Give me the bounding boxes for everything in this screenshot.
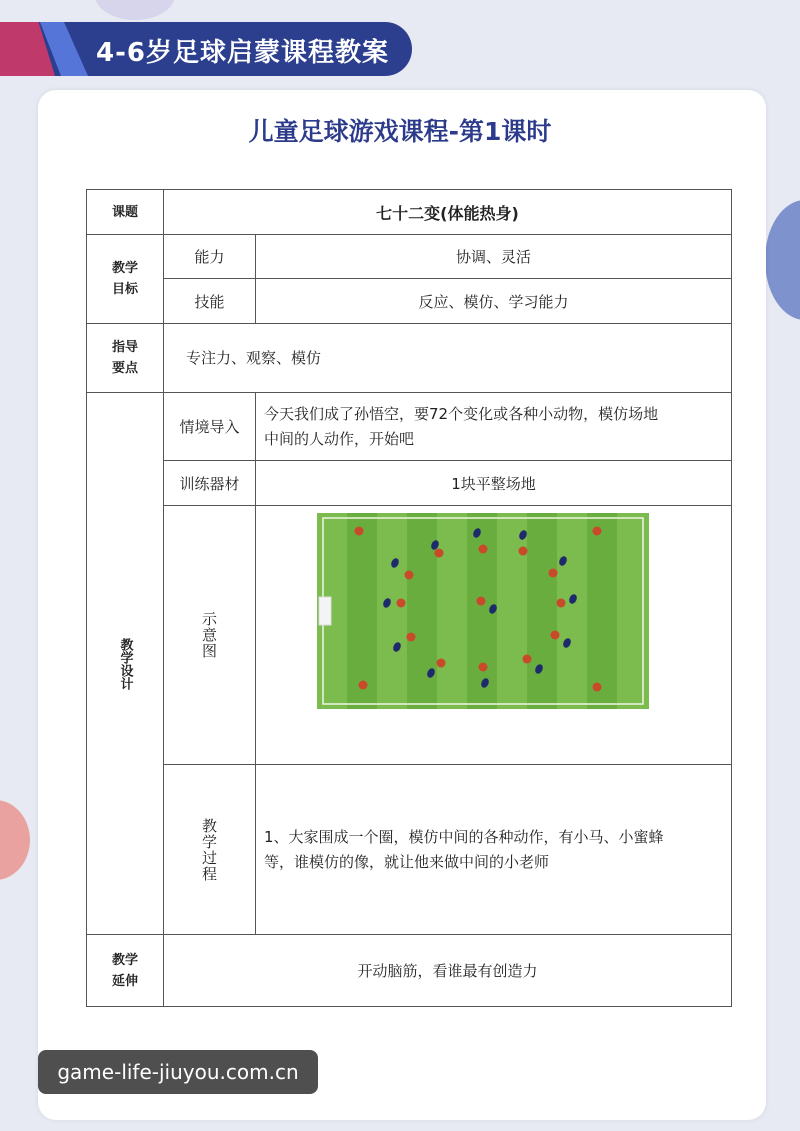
extension-label (87, 935, 164, 1007)
header-title: 4-6岁足球启蒙课程教案 (96, 38, 389, 68)
intro-label: 情境导入 (164, 393, 256, 461)
ball-marker (523, 655, 532, 664)
document-title: 儿童足球游戏课程-第1课时 (248, 117, 552, 146)
ball-marker (437, 659, 446, 668)
extension-value: 开动脑筋，看谁最有创造力 (164, 935, 732, 1007)
guide-label-text: 指导要点 (111, 340, 138, 376)
watermark: game-life-jiuyou.com.cn (38, 1050, 318, 1094)
ability-label: 能力 (164, 235, 256, 279)
goal (319, 597, 331, 625)
ball-marker (435, 549, 444, 558)
ball-marker (557, 599, 566, 608)
field-grass (317, 513, 649, 709)
ball-marker (593, 527, 602, 536)
ball-marker (519, 547, 528, 556)
table-row (87, 506, 732, 765)
equipment-label: 训练器材 (164, 461, 256, 506)
table-row (87, 765, 732, 935)
intro-line: 中间的人动作，开始吧 (264, 429, 415, 448)
ball-marker (479, 663, 488, 672)
intro-line: 今天我们成了孙悟空，要72个变化或各种小动物，模仿场地 (264, 404, 659, 423)
decor-circle-top (95, 0, 175, 20)
ball-marker (477, 597, 486, 606)
football-field (317, 513, 649, 709)
guide-label (87, 324, 164, 393)
process-line: 1、大家围成一个圈，模仿中间的各种动作，有小马、小蜜蜂 (264, 827, 664, 846)
ball-marker (405, 571, 414, 580)
ball-marker (549, 569, 558, 578)
table-row (87, 393, 732, 461)
ball-marker (407, 633, 416, 642)
ability-value: 协调、灵活 (256, 235, 732, 279)
topic-value: 七十二变(体能热身) (164, 190, 732, 235)
goals-label (87, 235, 164, 324)
ball-marker (593, 683, 602, 692)
table-row (87, 190, 732, 235)
process-label-text: 教学过程 (200, 817, 218, 882)
ball-marker (397, 599, 406, 608)
extension-label-text: 教学延伸 (111, 952, 138, 989)
process-label (164, 765, 256, 935)
table-row (87, 461, 732, 506)
diagram-label-text: 示意图 (200, 611, 218, 659)
design-label-text: 教学设计 (117, 637, 133, 690)
ball-marker (359, 681, 368, 690)
diagram-cell (256, 506, 732, 765)
intro-value (256, 393, 732, 461)
diagram-label (164, 506, 256, 765)
decor-circle-right (765, 200, 800, 320)
table-row (87, 324, 732, 393)
ball-marker (551, 631, 560, 640)
header-banner (0, 22, 412, 76)
ball-marker (355, 527, 364, 536)
equipment-value: 1块平整场地 (256, 461, 732, 506)
process-value (256, 765, 732, 935)
table-row (87, 279, 732, 324)
guide-value: 专注力、观察、模仿 (164, 324, 732, 393)
ball-marker (479, 545, 488, 554)
goals-label-text: 教学目标 (111, 261, 138, 297)
table-row (87, 935, 732, 1007)
decor-circle-left (0, 800, 30, 880)
skill-value: 反应、模仿、学习能力 (256, 279, 732, 324)
topic-label: 课题 (87, 190, 164, 235)
lesson-plan-table (86, 189, 732, 1007)
table-row (87, 235, 732, 279)
field-diagram (317, 513, 649, 709)
process-line: 等，谁模仿的像，就让他来做中间的小老师 (264, 852, 550, 871)
skill-label: 技能 (164, 279, 256, 324)
design-label (87, 393, 164, 935)
